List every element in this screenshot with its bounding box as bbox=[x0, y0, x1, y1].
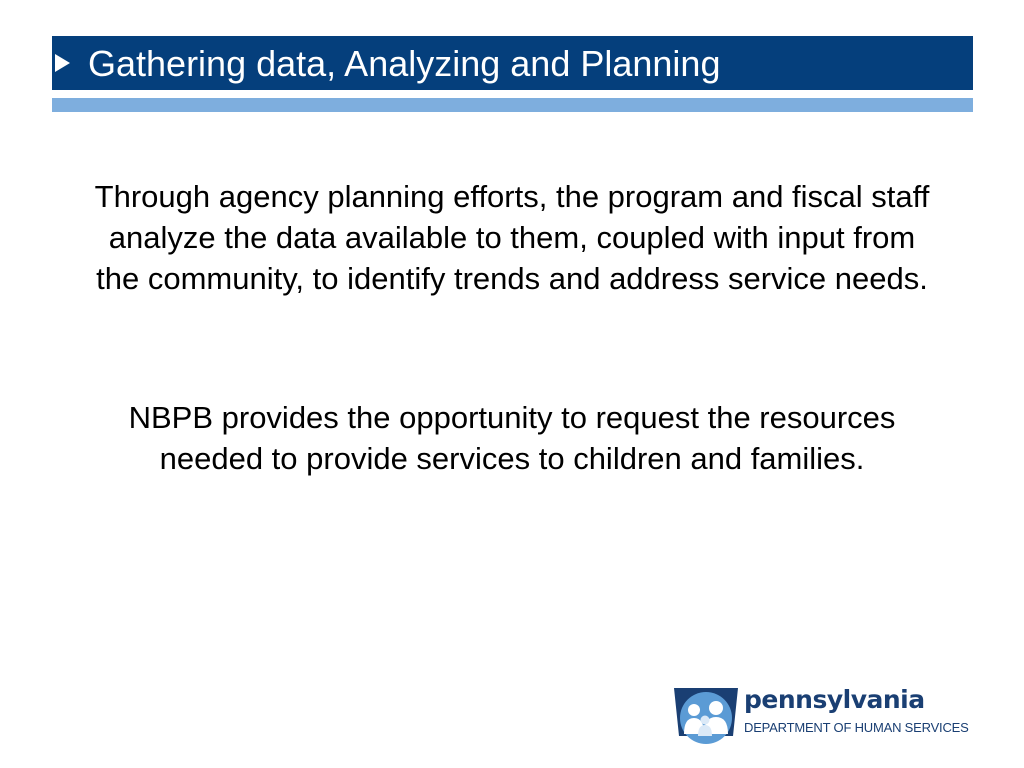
slide-title: Gathering data, Analyzing and Planning bbox=[88, 43, 721, 84]
accent-stripe bbox=[52, 98, 973, 112]
keystone-family-icon bbox=[672, 680, 740, 746]
body-paragraph-2: NBPB provides the opportunity to request the resources needed to provide services to children and families. bbox=[128, 400, 896, 476]
logo-subtitle: DEPARTMENT OF HUMAN SERVICES bbox=[744, 720, 969, 735]
arrow-bullet-icon bbox=[55, 54, 70, 72]
pennsylvania-dhs-logo bbox=[672, 680, 982, 746]
title-bar bbox=[52, 36, 973, 90]
logo-wordmark: pennsylvania bbox=[744, 685, 925, 714]
body-paragraph-1: Through agency planning efforts, the program and fiscal staff analyze the data available to them, coupled with input from the community, to identify trends and address service needs. bbox=[94, 179, 930, 296]
